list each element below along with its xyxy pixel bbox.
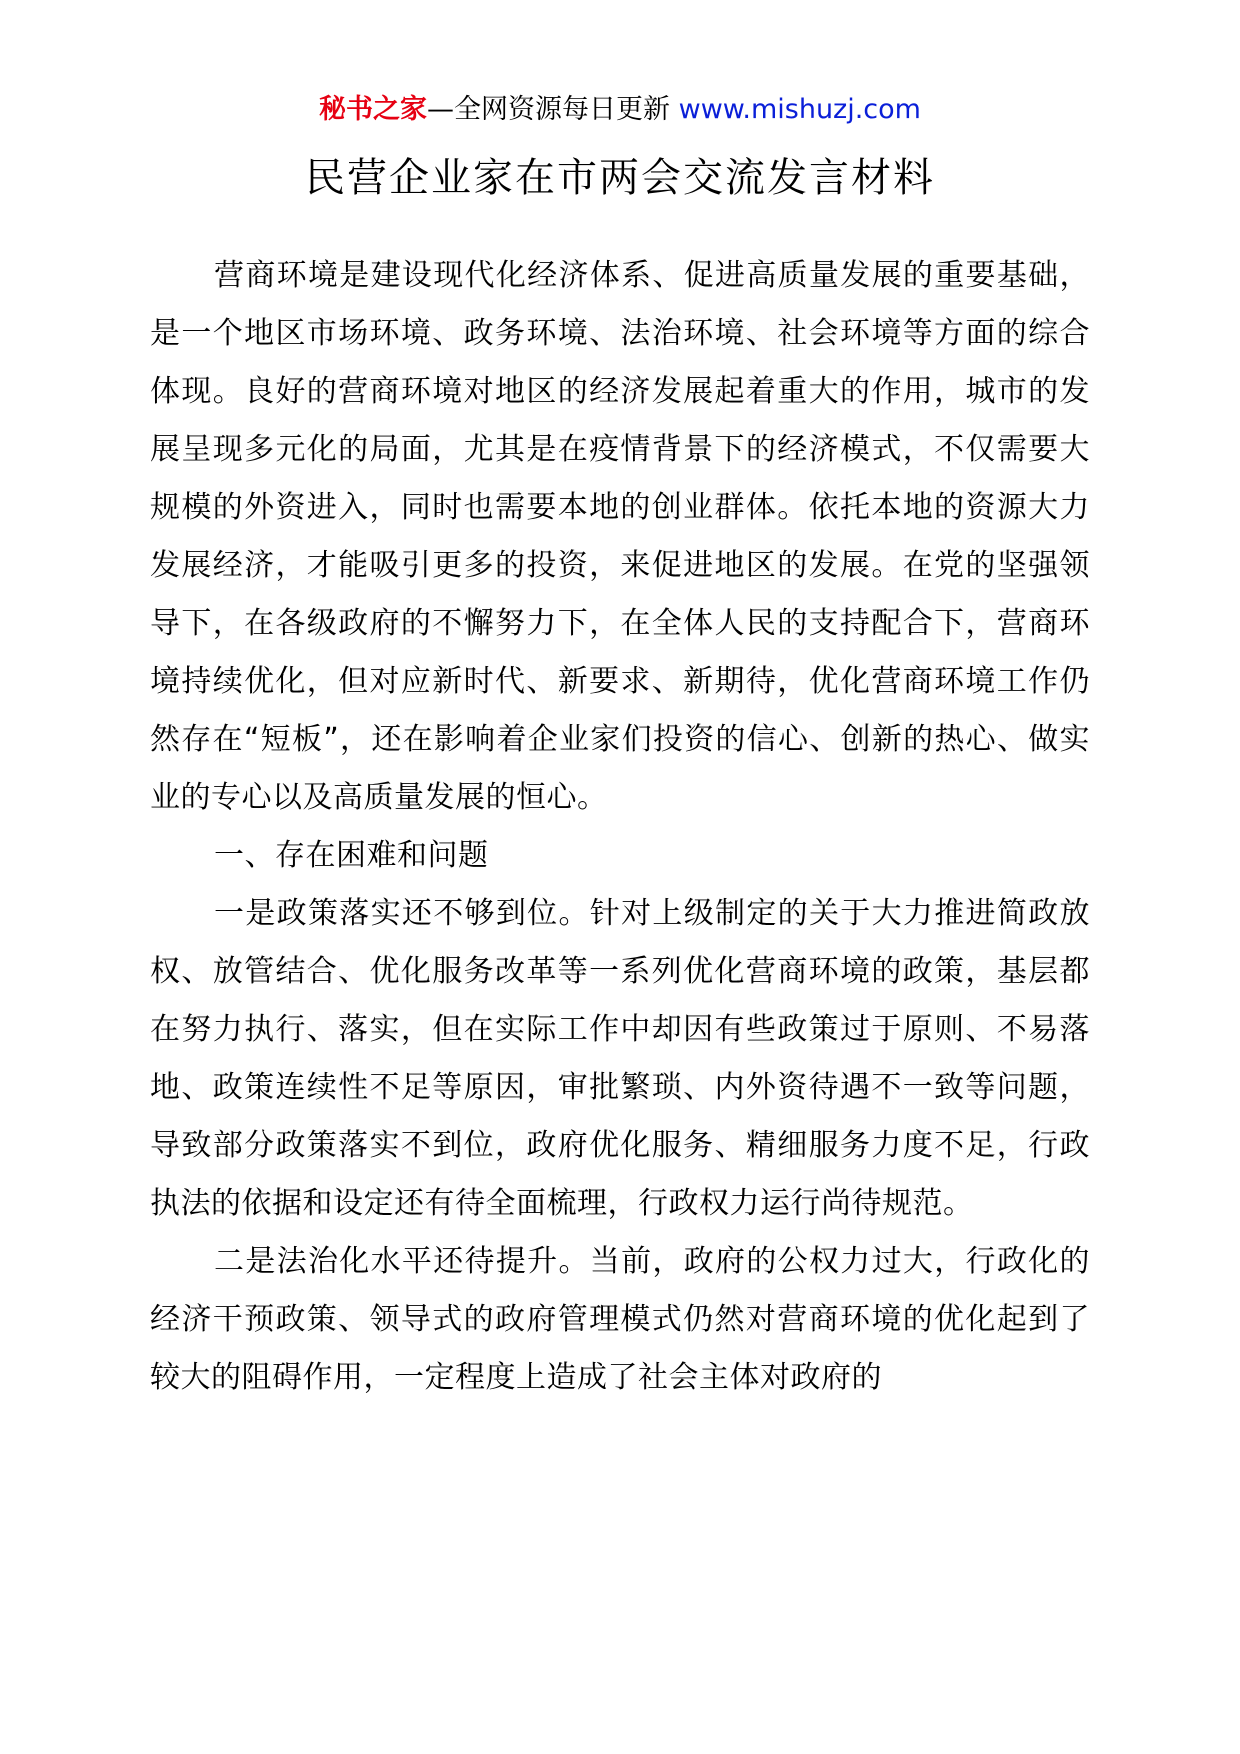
brand-name: 秘书之家 (319, 94, 428, 125)
site-url-link[interactable]: www.mishuzj.com (678, 94, 921, 125)
body-paragraph: 二是法治化水平还待提升。当前，政府的公权力过大，行政化的经济干预政策、领导式的政府管理模式仍然对营商环境的优化起到了较大的阻碍作用，一定程度上造成了社会主体对政府的 (150, 1244, 1090, 1395)
intro-paragraph: 营商环境是建设现代化经济体系、促进高质量发展的重要基础，是一个地区市场环境、政务环境、法治环境、社会环境等方面的综合体现。良好的营商环境对地区的经济发展起着重大的作用，城市的发展呈现多元化的局面，尤其是在疫情背景下的经济模式，不仅需要大规模的外资进入，同时也需要本地的创业群体。依托本地的资源大力发展经济，才能吸引更多的投资，来促进地区的发展。在党的坚强领导下，在各级政府的不懈努力下，在全体人民的支持配合下，营商环境持续优化，但对应新时代、新要求、新期待，优化营商环境工作仍然存在“短板”，还在影响着企业家们投资的信心、创新的热心、做实业的专心以及高质量发展的恒心。 (150, 258, 1090, 815)
section-heading: 一、存在困难和问题 (214, 838, 489, 873)
header-tagline: —全网资源每日更新 (427, 94, 671, 125)
document-title: 民营企业家在市两会交流发言材料 (305, 155, 935, 201)
body-paragraph: 一是政策落实还不够到位。针对上级制定的关于大力推进简政放权、放管结合、优化服务改革等一系列优化营商环境的政策，基层都在努力执行、落实，但在实际工作中却因有些政策过于原则、不易落地、政策连续性不足等原因，审批繁琐、内外资待遇不一致等问题，导致部分政策落实不到位，政府优化服务、精细服务力度不足，行政执法的依据和设定还有待全面梳理，行政权力运行尚待规范。 (150, 896, 1090, 1221)
document-body (150, 247, 1090, 1407)
site-header (0, 90, 1240, 130)
